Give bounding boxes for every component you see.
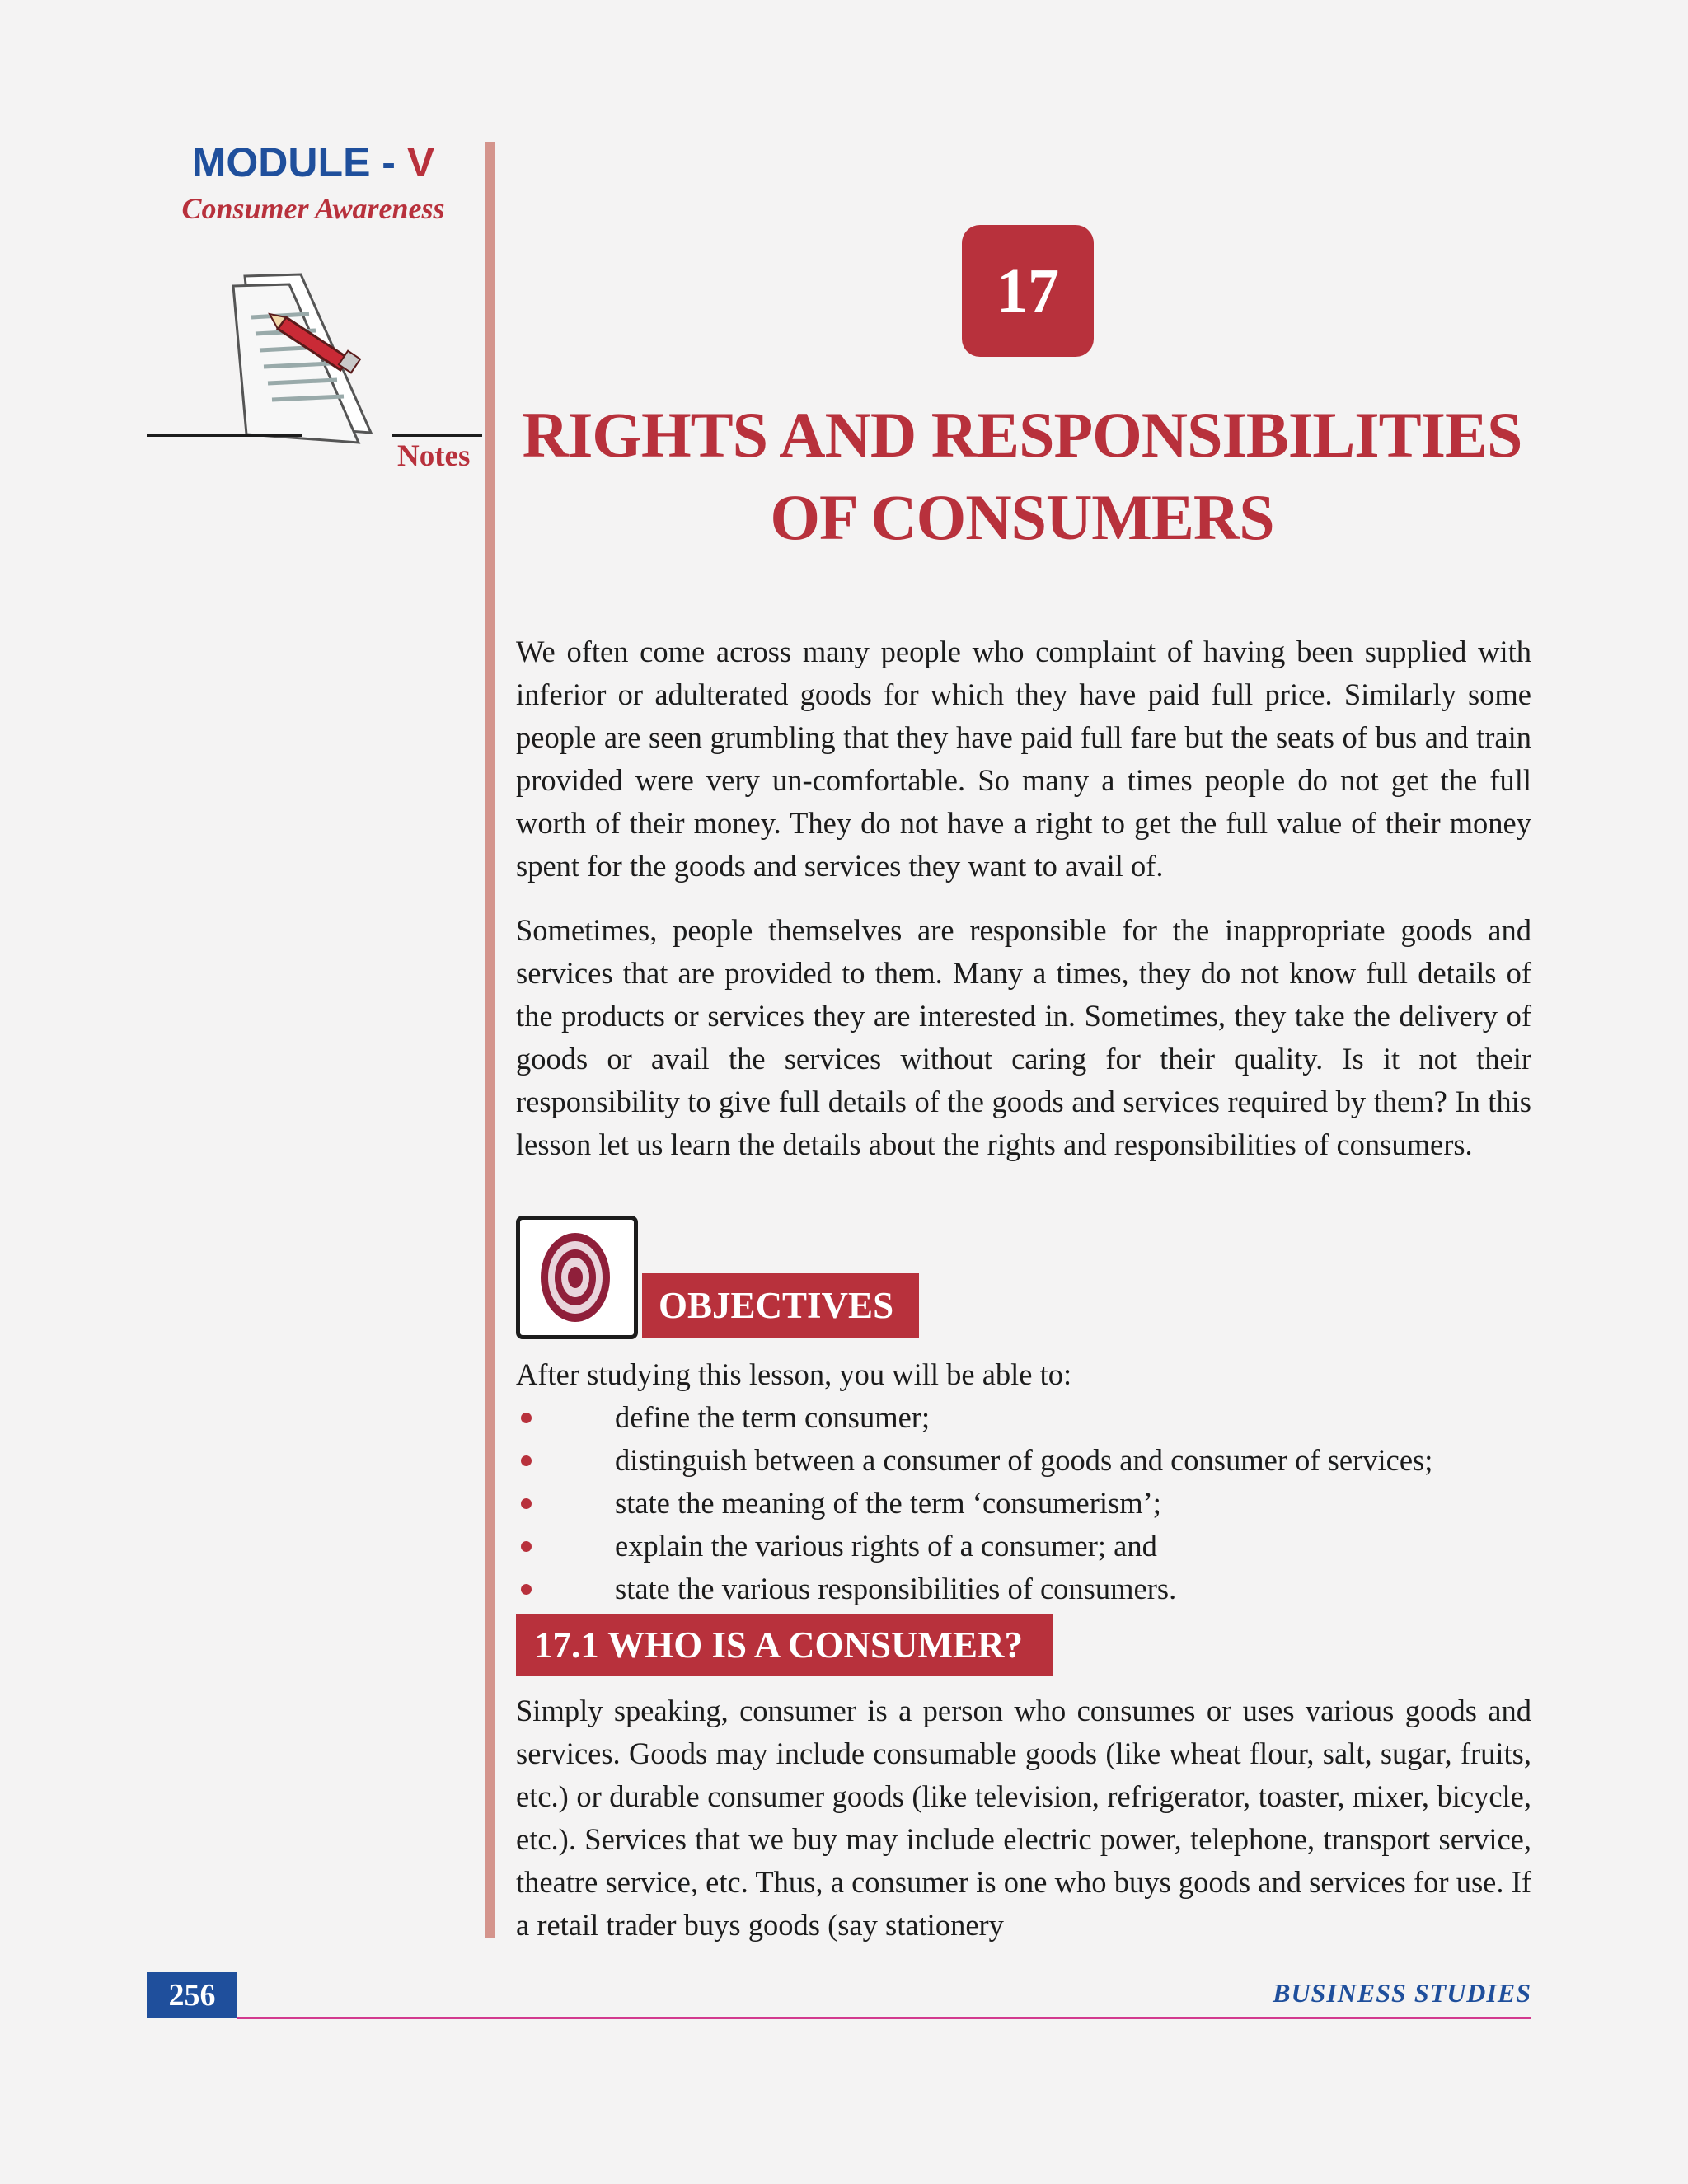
section-paragraph	[516, 1690, 1531, 1961]
objective-text: explain the various rights of a consumer; and	[615, 1529, 1157, 1563]
intro-paragraph-2	[516, 909, 1531, 1181]
chapter-title-line1: RIGHTS AND RESPONSIBILITIES	[522, 399, 1522, 471]
page-number: 256	[147, 1972, 237, 2018]
list-item	[516, 1568, 1432, 1610]
chapter-number-badge: 17	[962, 225, 1094, 357]
footer-rule	[237, 2017, 1531, 2019]
objective-text: distinguish between a consumer of goods and consumer of services;	[615, 1443, 1433, 1477]
notes-label: Notes	[397, 439, 471, 473]
list-item	[516, 1439, 1432, 1482]
chapter-title	[511, 394, 1533, 559]
target-icon	[520, 1220, 634, 1335]
section-paragraph-text: Simply speaking, consumer is a person who consumes or uses various goods and services. Goods may include consumable goods (like wheat flour, salt, sugar, fruits, etc.) or durable consumer goods (like television, refrigerator, toaster, mixer, bicycle, etc.). Services that we buy may include electric power, telephone, transport service, theatre service, etc. Thus, a consumer is one who buys goods and services for use. If a retail trader buys goods (say stationery	[516, 1694, 1531, 1942]
intro-paragraph-2-text: Sometimes, people themselves are responsible for the inappropriate goods and services that are provided to them. Many a times, they do not know full details of the products or services they are interested in. Sometimes, they take the delivery of goods or avail the services without caring for their quality. Is it not their responsibility to give full details of the goods and services required by them? In this lesson let us learn the details about the rights and responsibilities of consumers.	[516, 913, 1531, 1161]
chapter-title-line2: OF CONSUMERS	[770, 481, 1274, 553]
list-item	[516, 1396, 1432, 1439]
module-label: MODULE -	[191, 139, 407, 185]
objectives-intro: After studying this lesson, you will be able to:	[516, 1357, 1072, 1391]
objective-text: define the term consumer;	[615, 1400, 931, 1434]
objectives-icon-frame	[516, 1216, 638, 1339]
module-block	[165, 138, 462, 226]
objective-text: state the meaning of the term ‘consumerism’;	[615, 1486, 1161, 1520]
bullet-icon	[521, 1541, 532, 1552]
bullet-icon	[521, 1584, 532, 1595]
notepad-pencil-icon	[210, 268, 400, 457]
bullet-icon	[521, 1455, 532, 1466]
margin-divider	[485, 142, 495, 1938]
section-heading: 17.1 WHO IS A CONSUMER?	[516, 1614, 1053, 1676]
objectives-heading: OBJECTIVES	[642, 1273, 919, 1338]
objectives-list	[516, 1396, 1432, 1610]
module-number: V	[406, 139, 435, 185]
notes-rule-left	[147, 434, 302, 437]
intro-paragraph-1	[516, 630, 1531, 902]
list-item	[516, 1482, 1432, 1525]
notes-rule-right	[392, 434, 482, 437]
intro-paragraph-1-text: We often come across many people who complaint of having been supplied with inferior or adulterated goods for which they have paid full price. Similarly some people are seen grumbling that they have paid full fare but the seats of bus and train provided were very un-comfortable. So many a times people do not get the full worth of their money. They do not have a right to get the full value of their money spent for the goods and services they want to avail of.	[516, 635, 1531, 883]
bullet-icon	[521, 1413, 532, 1423]
list-item	[516, 1525, 1432, 1568]
module-subtitle: Consumer Awareness	[181, 192, 445, 225]
objective-text: state the various responsibilities of consumers.	[615, 1572, 1177, 1605]
module-title	[165, 138, 462, 186]
footer-book-title: BUSINESS STUDIES	[1273, 1978, 1531, 2008]
bullet-icon	[521, 1498, 532, 1509]
